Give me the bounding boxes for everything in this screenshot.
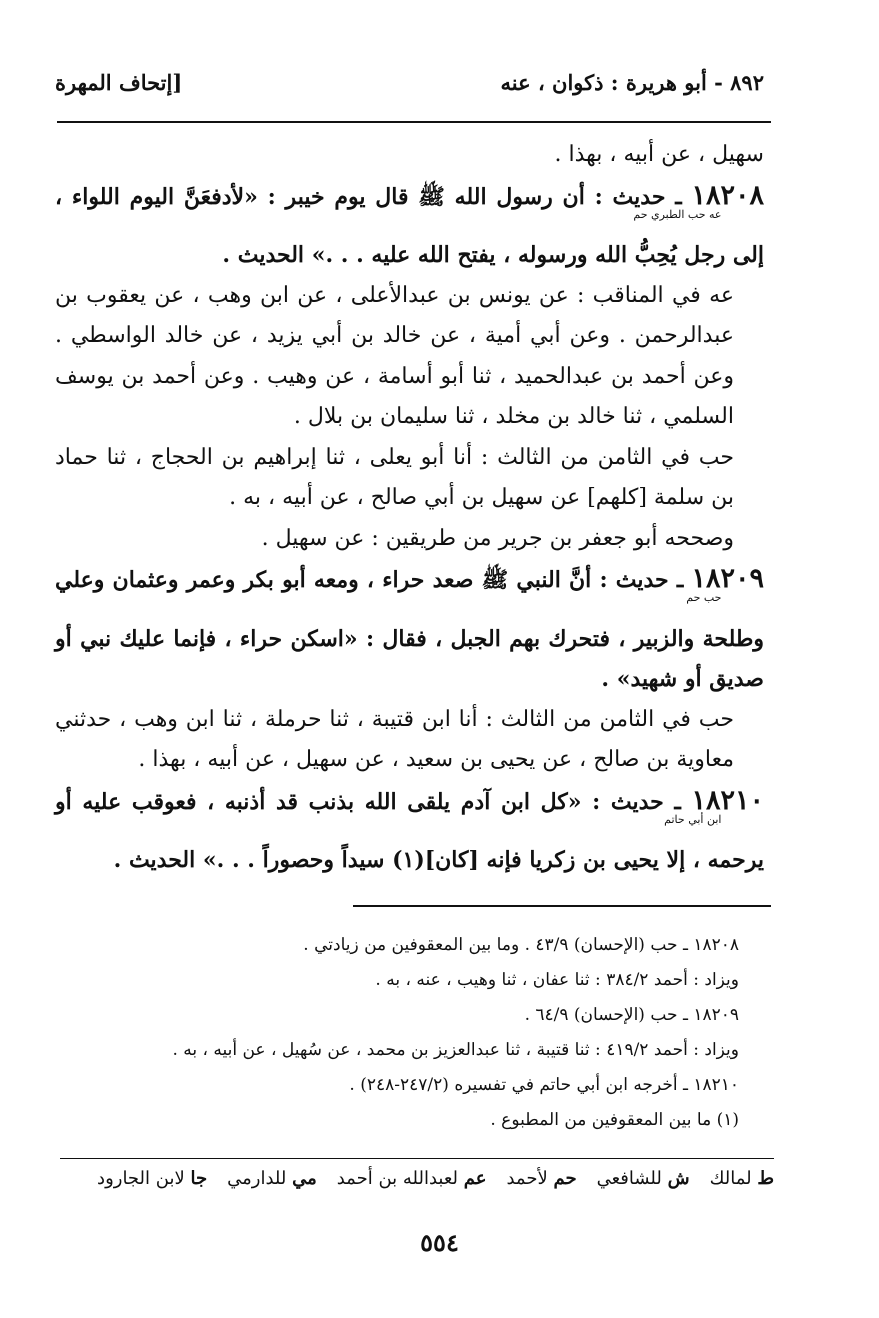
paragraph: حب في الثامن من الثالث : أنا أبو يعلى ، ثنا إبراهيم بن الحجاج ، ثنا حماد بن سلمة [كلهم] عن سهيل بن أبي صالح ، عن أبيه ، به . — [55, 444, 734, 510]
hadith-18208 — [55, 176, 764, 276]
hadith-sources: عه حب الطبري حم — [633, 207, 722, 221]
footnote: ١٨٢٠٩ ـ حب (الإحسان) ٦٤/٩ . — [524, 1005, 739, 1025]
paragraph: حب في الثامن من الثالث : أنا ابن قتيبة ، ثنا حرملة ، ثنا ابن وهب ، حدثني معاوية بن صالح ، عن يحيى بن سعيد ، عن سهيل ، عن أبيه ، بهذا . — [55, 706, 734, 772]
header-chapter: ٨٩٢ - أبو هريرة : ذكوان ، عنه — [500, 69, 764, 95]
footnote: ويزاد : أحمد ٤١٩/٢ : ثنا قتيبة ، ثنا عبدالعزيز بن محمد ، عن سُهيل ، عن أبيه ، به . — [172, 1040, 739, 1060]
hadith-number: ١٨٢١٠ — [691, 784, 764, 816]
header-book-title: [إتحاف المهرة — [55, 69, 183, 95]
hadith-sources: ابن أبي حاتم — [664, 812, 722, 826]
hadith-number: ١٨٢٠٩ — [691, 563, 764, 594]
legend-item: ش للشافعي — [596, 1168, 690, 1189]
hadith-18209 — [55, 559, 764, 700]
paragraph: عه في المناقب : عن يونس بن عبدالأعلى ، عن ابن وهب ، عن يعقوب بن عبدالرحمن . وعن أبي أمية ، عن خالد بن أبي يزيد ، عن خالد الواسطي . وعن أحمد بن عبدالحميد ، ثنا أبو أسامة ، عن وهيب . وعن أحمد بن يوسف السلمي ، ثنا خالد بن مخلد ، ثنا سليمان بن بلال . — [55, 282, 734, 429]
hadith-number: ١٨٢٠٨ — [691, 179, 764, 211]
paragraph: سهيل ، عن أبيه ، بهذا . — [554, 142, 764, 167]
legend-item: ط لمالك — [709, 1168, 774, 1189]
legend-item: مي للدارمي — [227, 1168, 317, 1189]
footnote: ويزاد : أحمد ٣٨٤/٢ : ثنا عفان ، ثنا وهيب ، عنه ، به . — [375, 970, 739, 990]
legend-item: عم لعبدالله بن أحمد — [336, 1168, 487, 1189]
main-text — [55, 135, 764, 881]
header-rule — [57, 121, 771, 123]
hadith-sources: حب حم — [686, 591, 722, 604]
hadith-text: ـ حديث : «كل ابن آدم يلقى الله بذنب قد أذنبه ، فعوقب عليه أو يرحمه ، إلا يحيى بن زكريا فإنه [كان](١) سيداً وحصوراً . . .» الحديث . — [55, 788, 764, 873]
footnote: ١٨٢١٠ ـ أخرجه ابن أبي حاتم في تفسيره (٢٤٧/٢-٢٤٨) . — [349, 1075, 739, 1095]
abbreviation-legend — [55, 1168, 774, 1189]
paragraph: وصححه أبو جعفر بن جرير من طريقين : عن سهيل . — [261, 525, 734, 551]
hadith-text: ـ حديث : أنَّ النبي ﷺ صعد حراء ، ومعه أبو بكر وعمر وعثمان وعلي وطلحة والزبير ، فتحرك بهم الجبل ، فقال : «اسكن حراء ، فإنما عليك نبي أو صديق أو شهيد» . — [55, 567, 764, 692]
footnotes — [90, 928, 739, 1138]
footnote-rule — [353, 905, 771, 907]
page-number: ٥٥٤ — [420, 1228, 459, 1257]
legend-rule — [60, 1158, 774, 1159]
footnote: ١٨٢٠٨ ـ حب (الإحسان) ٤٣/٩ . وما بين المعقوفين من زيادتي . — [303, 935, 739, 955]
page-header — [55, 64, 764, 100]
legend-item: جا لابن الجارود — [97, 1168, 208, 1189]
legend-item: حم لأحمد — [506, 1168, 577, 1189]
hadith-18210 — [55, 781, 764, 881]
hadith-text: ـ حديث : أن رسول الله ﷺ قال يوم خيبر : «لأدفعَنَّ اليوم اللواء ، إلى رجل يُحِبُّ الله ورسوله ، يفتح الله عليه . . .» الحديث . — [55, 183, 764, 268]
footnote: (١) ما بين المعقوفين من المطبوع . — [490, 1110, 739, 1130]
